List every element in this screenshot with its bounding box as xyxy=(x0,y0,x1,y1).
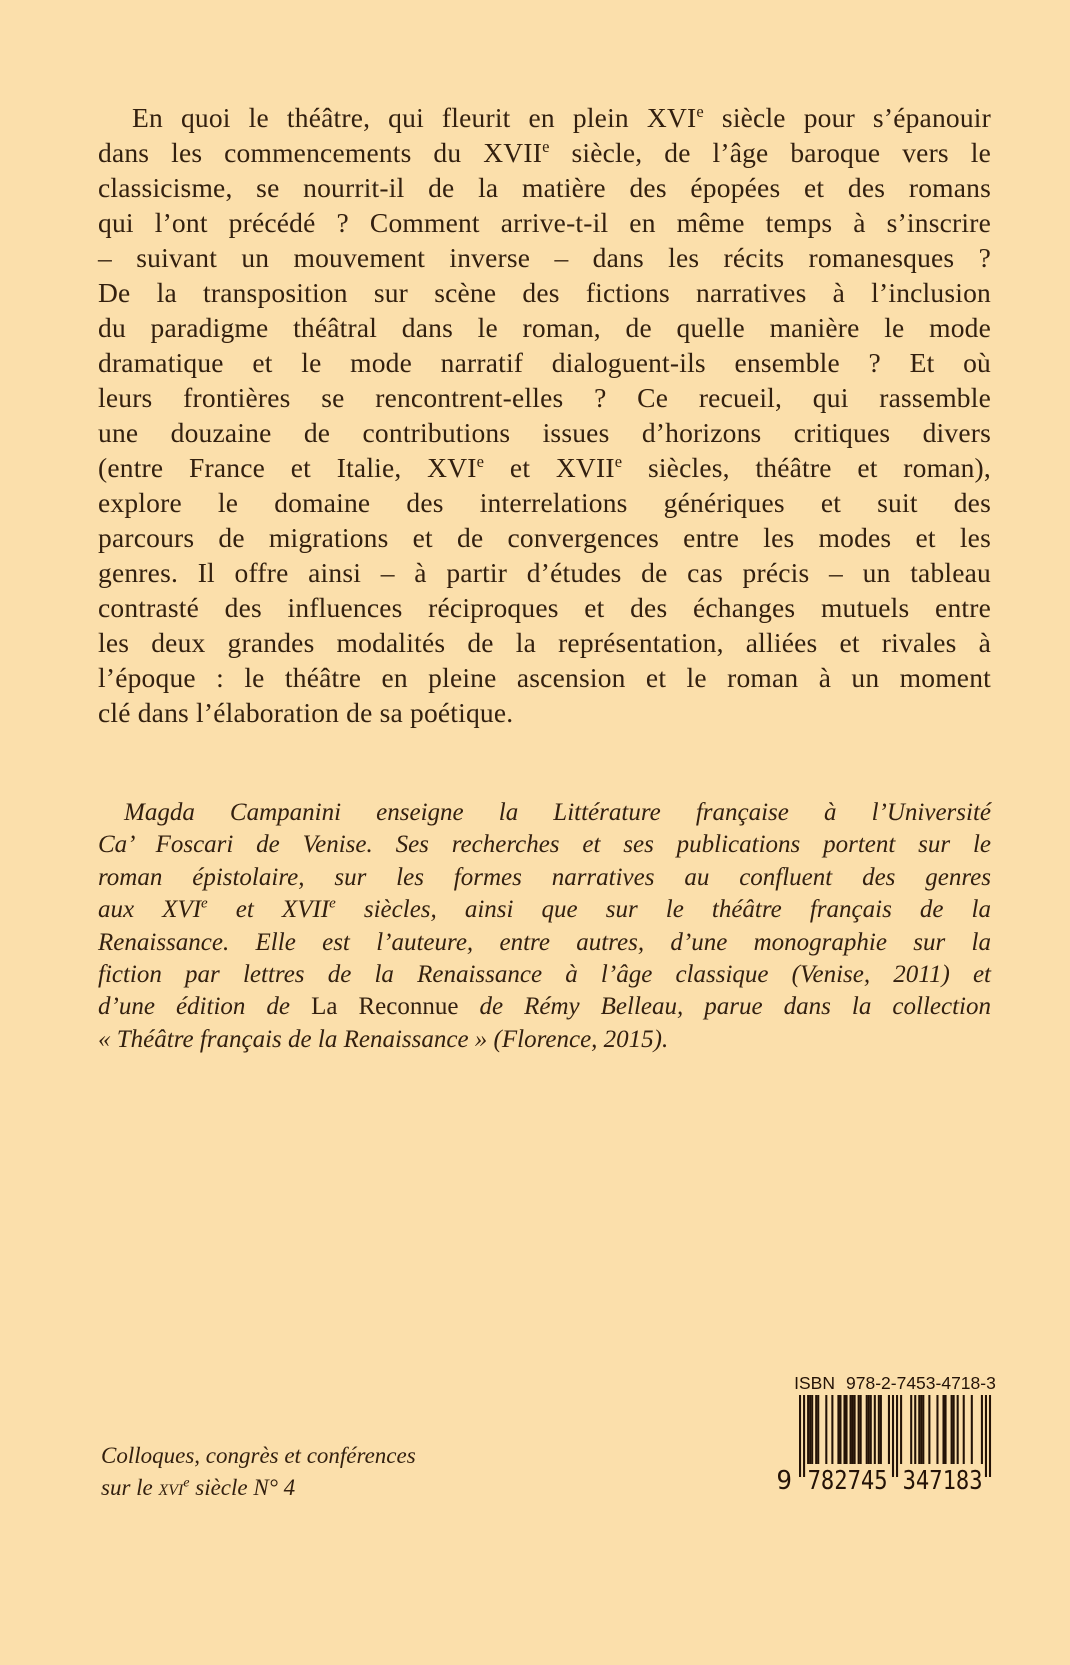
text-line: – suivant un mouvement inverse – dans les récits romanesques ? xyxy=(98,242,991,273)
collection-series-label xyxy=(101,1440,521,1504)
text-line: dramatique et le mode narratif dialoguent-ils ensemble ? Et où xyxy=(98,347,991,378)
text-line: leurs frontières se rencontrent-elles ? Ce recueil, qui rassemble xyxy=(98,382,991,413)
text-line: (entre France et Italie, XVIe et XVIIe siècles, théâtre et roman), xyxy=(98,451,991,483)
text-line: qui l’ont précédé ? Comment arrive-t-il en même temps à s’inscrire xyxy=(98,207,991,238)
synopsis-paragraph xyxy=(98,100,991,730)
isbn-number: 978-2-7453-4718-3 xyxy=(846,1373,996,1393)
text-line: De la transposition sur scène des fictions narratives à l’inclusion xyxy=(98,277,991,308)
text-line: d’une édition de La Reconnue de Rémy Belleau, parue dans la collection xyxy=(98,993,991,1021)
text-line: l’époque : le théâtre en pleine ascension et le roman à un moment xyxy=(98,662,991,693)
text-line: fiction par lettres de la Renaissance à l’âge classique (Venise, 2011) et xyxy=(98,961,991,989)
text-line: Ca’ Foscari de Venise. Ses recherches et ses publications portent sur le xyxy=(98,831,991,859)
author-bio-paragraph xyxy=(98,797,991,1056)
isbn-label: ISBN xyxy=(794,1373,835,1393)
text-line: aux XVIe et XVIIe siècles, ainsi que sur le théâtre français de la xyxy=(98,895,992,924)
text-line: les deux grandes modalités de la représentation, alliées et rivales à xyxy=(98,627,991,658)
text-line: roman épistolaire, sur les formes narratives au confluent des genres xyxy=(98,863,991,891)
text-line: clé dans l’élaboration de sa poétique. xyxy=(98,697,514,728)
text-line: Renaissance. Elle est l’auteure, entre autres, d’une monographie sur la xyxy=(98,928,991,956)
text-line: contrasté des influences réciproques et des échanges mutuels entre xyxy=(98,592,991,623)
text-line: Magda Campanini enseigne la Littérature française à l’Université xyxy=(124,799,991,826)
barcode-digits: 9 xyxy=(776,1466,792,1493)
ean13-barcode xyxy=(768,1393,998,1493)
text-line: classicisme, se nourrit-il de la matière des épopées et des romans xyxy=(98,172,991,203)
barcode-bars xyxy=(799,1395,991,1477)
barcode-digits: 782745 xyxy=(807,1466,888,1493)
text-line: Colloques, congrès et conférences xyxy=(101,1443,416,1468)
isbn-text xyxy=(745,1372,1045,1394)
text-line: sur le xvi$^e$ siècle N° 4 xyxy=(101,1474,296,1500)
barcode-digits: 347183 xyxy=(902,1466,983,1493)
text-line: En quoi le théâtre, qui fleurit en plein XVIe siècle pour s’épanouir xyxy=(132,101,991,133)
text-line: dans les commencements du XVIIe siècle, de l’âge baroque vers le xyxy=(98,136,991,168)
text-line: « Théâtre français de la Renaissance » (Florence, 2015). xyxy=(98,1025,669,1053)
text-line: parcours de migrations et de convergences entre les modes et les xyxy=(98,522,991,553)
text-line: explore le domaine des interrelations génériques et suit des xyxy=(98,487,991,518)
text-line: une douzaine de contributions issues d’horizons critiques divers xyxy=(98,417,991,448)
text-line: genres. Il offre ainsi – à partir d’études de cas précis – un tableau xyxy=(98,557,991,588)
text-line: du paradigme théâtral dans le roman, de quelle manière le mode xyxy=(98,312,991,343)
